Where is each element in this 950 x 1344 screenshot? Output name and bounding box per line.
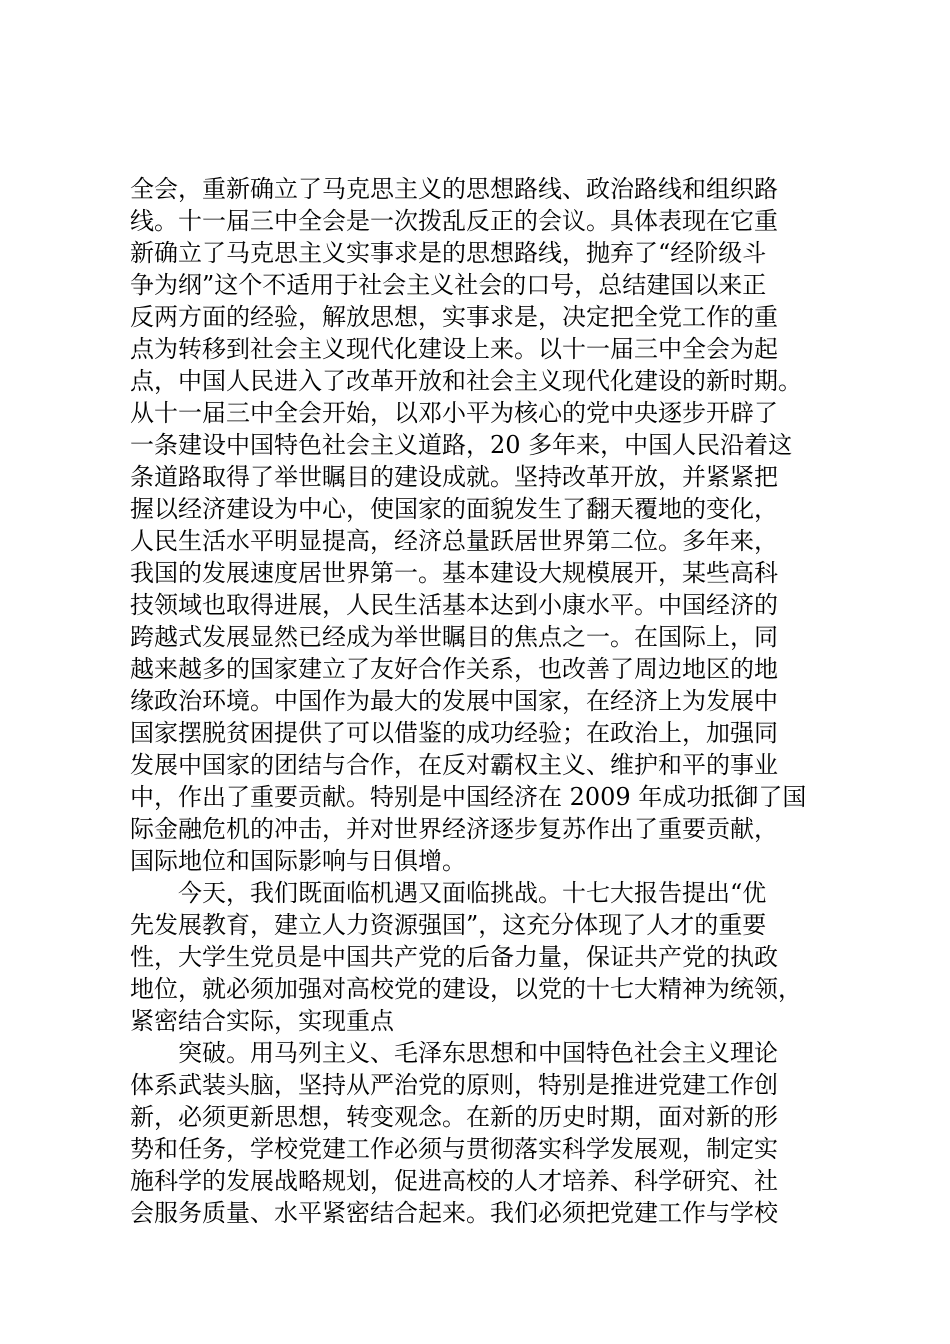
text-line: 国家摆脱贫困提供了可以借鉴的成功经验；在政治上，加强同: [130, 719, 778, 747]
text-line: 线。十一届三中全会是一次拨乱反正的会议。具体表现在它重: [130, 207, 778, 235]
text-line: 从十一届三中全会开始，以邓小平为核心的党中央逐步开辟了: [130, 399, 778, 427]
text-line: 势和任务，学校党建工作必须与贯彻落实科学发展观，制定实: [130, 1135, 778, 1163]
text-line: 国际地位和国际影响与日俱增。: [130, 847, 466, 875]
text-line: 全会，重新确立了马克思主义的思想路线、政治路线和组织路: [130, 175, 778, 203]
text-line: 缘政治环境。中国作为最大的发展中国家，在经济上为发展中: [130, 687, 778, 715]
text-line: 点为转移到社会主义现代化建设上来。以十一届三中全会为起: [130, 335, 778, 363]
text-line: 今天，我们既面临机遇又面临挑战。十七大报告提出“优: [178, 879, 767, 907]
text-line: 人民生活水平明显提高，经济总量跃居世界第二位。多年来，: [130, 527, 778, 555]
text-line: 一条建设中国特色社会主义道路，20 多年来，中国人民沿着这: [130, 431, 793, 459]
text-line: 先发展教育，建立人力资源强国”，这充分体现了人才的重要: [130, 911, 767, 939]
text-line: 条道路取得了举世瞩目的建设成就。坚持改革开放，并紧紧把: [130, 463, 778, 491]
text-line: 我国的发展速度居世界第一。基本建设大规模展开，某些高科: [130, 559, 778, 587]
text-line: 地位，就必须加强对高校党的建设，以党的十七大精神为统领，: [130, 975, 802, 1003]
text-line: 越来越多的国家建立了友好合作关系，也改善了周边地区的地: [130, 655, 778, 683]
text-line: 新，必须更新思想，转变观念。在新的历史时期，面对新的形: [130, 1103, 778, 1131]
text-line: 技领域也取得进展，人民生活基本达到小康水平。中国经济的: [130, 591, 778, 619]
text-line: 体系武装头脑，坚持从严治党的原则，特别是推进党建工作创: [130, 1071, 778, 1099]
text-line: 发展中国家的团结与合作，在反对霸权主义、维护和平的事业: [130, 751, 778, 779]
text-line: 握以经济建设为中心，使国家的面貌发生了翻天覆地的变化，: [130, 495, 778, 523]
text-line: 跨越式发展显然已经成为举世瞩目的焦点之一。在国际上，同: [130, 623, 778, 651]
text-line: 紧密结合实际，实现重点: [130, 1007, 394, 1035]
text-line: 新确立了马克思主义实事求是的思想路线，抛弃了“经阶级斗: [130, 239, 767, 267]
text-line: 反两方面的经验，解放思想，实事求是，决定把全党工作的重: [130, 303, 778, 331]
document-body-text: [130, 173, 850, 1229]
text-line: 会服务质量、水平紧密结合起来。我们必须把党建工作与学校: [130, 1199, 778, 1227]
text-line: 施科学的发展战略规划，促进高校的人才培养、科学研究、社: [130, 1167, 778, 1195]
text-line: 性，大学生党员是中国共产党的后备力量，保证共产党的执政: [130, 943, 778, 971]
text-line: 突破。用马列主义、毛泽东思想和中国特色社会主义理论: [178, 1039, 778, 1067]
text-line: 点，中国人民进入了改革开放和社会主义现代化建设的新时期。: [130, 367, 802, 395]
text-line: 中，作出了重要贡献。特别是中国经济在 2009 年成功抵御了国: [130, 783, 807, 811]
text-line: 争为纲”这个不适用于社会主义社会的口号，总结建国以来正: [130, 271, 767, 299]
text-line: 际金融危机的冲击，并对世界经济逐步复苏作出了重要贡献，: [130, 815, 778, 843]
